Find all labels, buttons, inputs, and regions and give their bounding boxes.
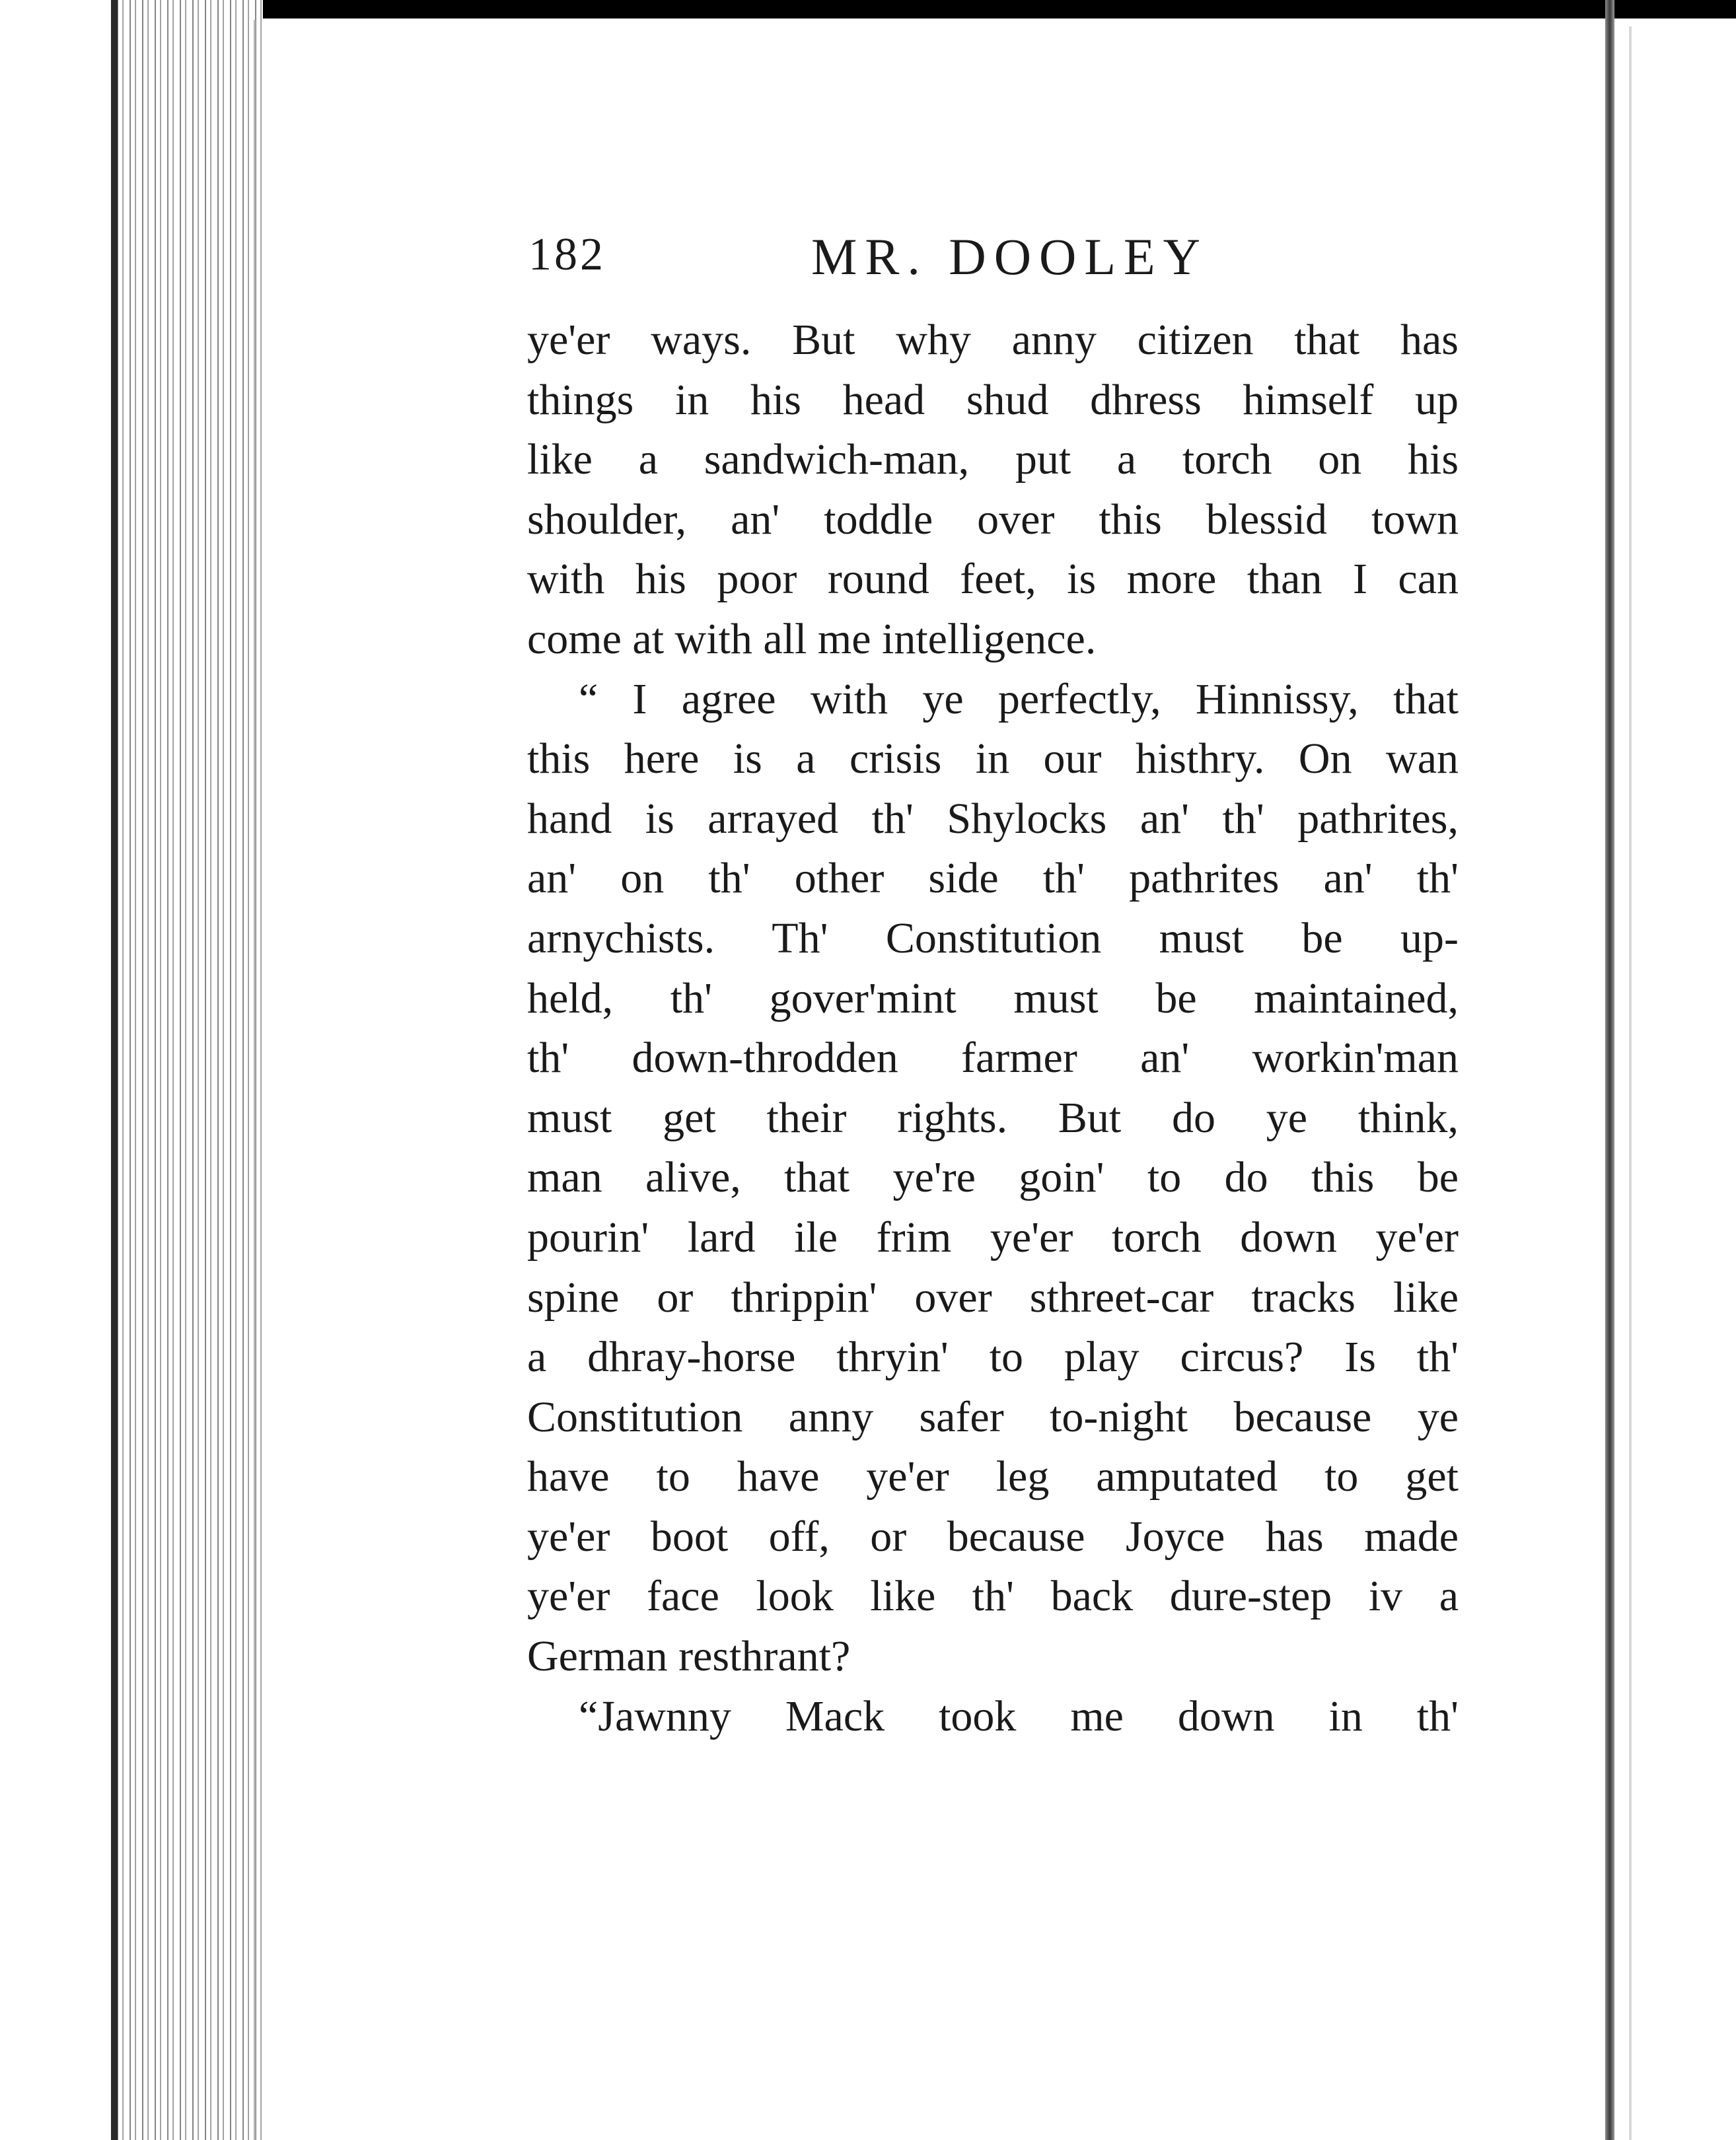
text-line: man alive, that ye're goin' to do this be	[527, 1153, 1459, 1202]
text-line: an' on th' other side th' pathrites an' th'	[527, 854, 1459, 903]
text-line: shoulder, an' toddle over this blessid town	[527, 495, 1459, 544]
text-line: German resthrant?	[527, 1632, 851, 1681]
body-text	[527, 310, 1459, 1746]
text-line: “ I agree with ye perfectly, Hinnissy, that	[579, 674, 1459, 723]
text-line: have to have ye'er leg amputated to get	[527, 1452, 1459, 1501]
text-line: must get their rights. But do ye think,	[527, 1093, 1459, 1142]
text-line: a dhray-horse thryin' to play circus? Is th'	[527, 1333, 1459, 1382]
text-line: “Jawnny Mack took me down in th'	[579, 1692, 1459, 1740]
text-line: arnychists. Th' Constitution must be up-	[527, 913, 1459, 962]
page-edge-line	[254, 20, 256, 2140]
text-line: Constitution anny safer to-night because ye	[527, 1392, 1459, 1441]
running-head: MR. DOOLEY	[811, 228, 1208, 285]
text-line: like a sandwich-man, put a torch on his	[527, 435, 1459, 484]
text-line: held, th' gover'mint must be maintained,	[527, 974, 1459, 1022]
text-line: things in his head shud dhress himself up	[527, 375, 1459, 424]
text-line: this here is a crisis in our histhry. On wan	[527, 734, 1459, 783]
text-line: pourin' lard ile frim ye'er torch down ye'er	[527, 1213, 1459, 1262]
page-number: 182	[528, 229, 606, 280]
text-line: come at with all me intelligence.	[527, 614, 1097, 663]
text-line: spine or thrippin' over sthreet-car tracks like	[527, 1273, 1459, 1322]
book-spine-shadow	[111, 0, 118, 2140]
text-line: th' down-throdden farmer an' workin'man	[527, 1034, 1459, 1083]
book-page	[527, 218, 1459, 1746]
text-line: ye'er boot off, or because Joyce has made	[527, 1512, 1459, 1561]
text-line: ye'er ways. But why anny citizen that has	[527, 316, 1459, 364]
page-header	[527, 218, 1459, 310]
book-page-edges	[111, 0, 263, 2140]
text-line: with his poor round feet, is more than I can	[527, 555, 1459, 604]
facing-page-edge	[1629, 26, 1632, 2140]
scan-top-edge	[112, 0, 1736, 18]
book-gutter	[1605, 0, 1614, 2140]
text-line: hand is arrayed th' Shylocks an' th' pathrites,	[527, 794, 1459, 843]
text-line: ye'er face look like th' back dure-step iv a	[527, 1572, 1459, 1621]
